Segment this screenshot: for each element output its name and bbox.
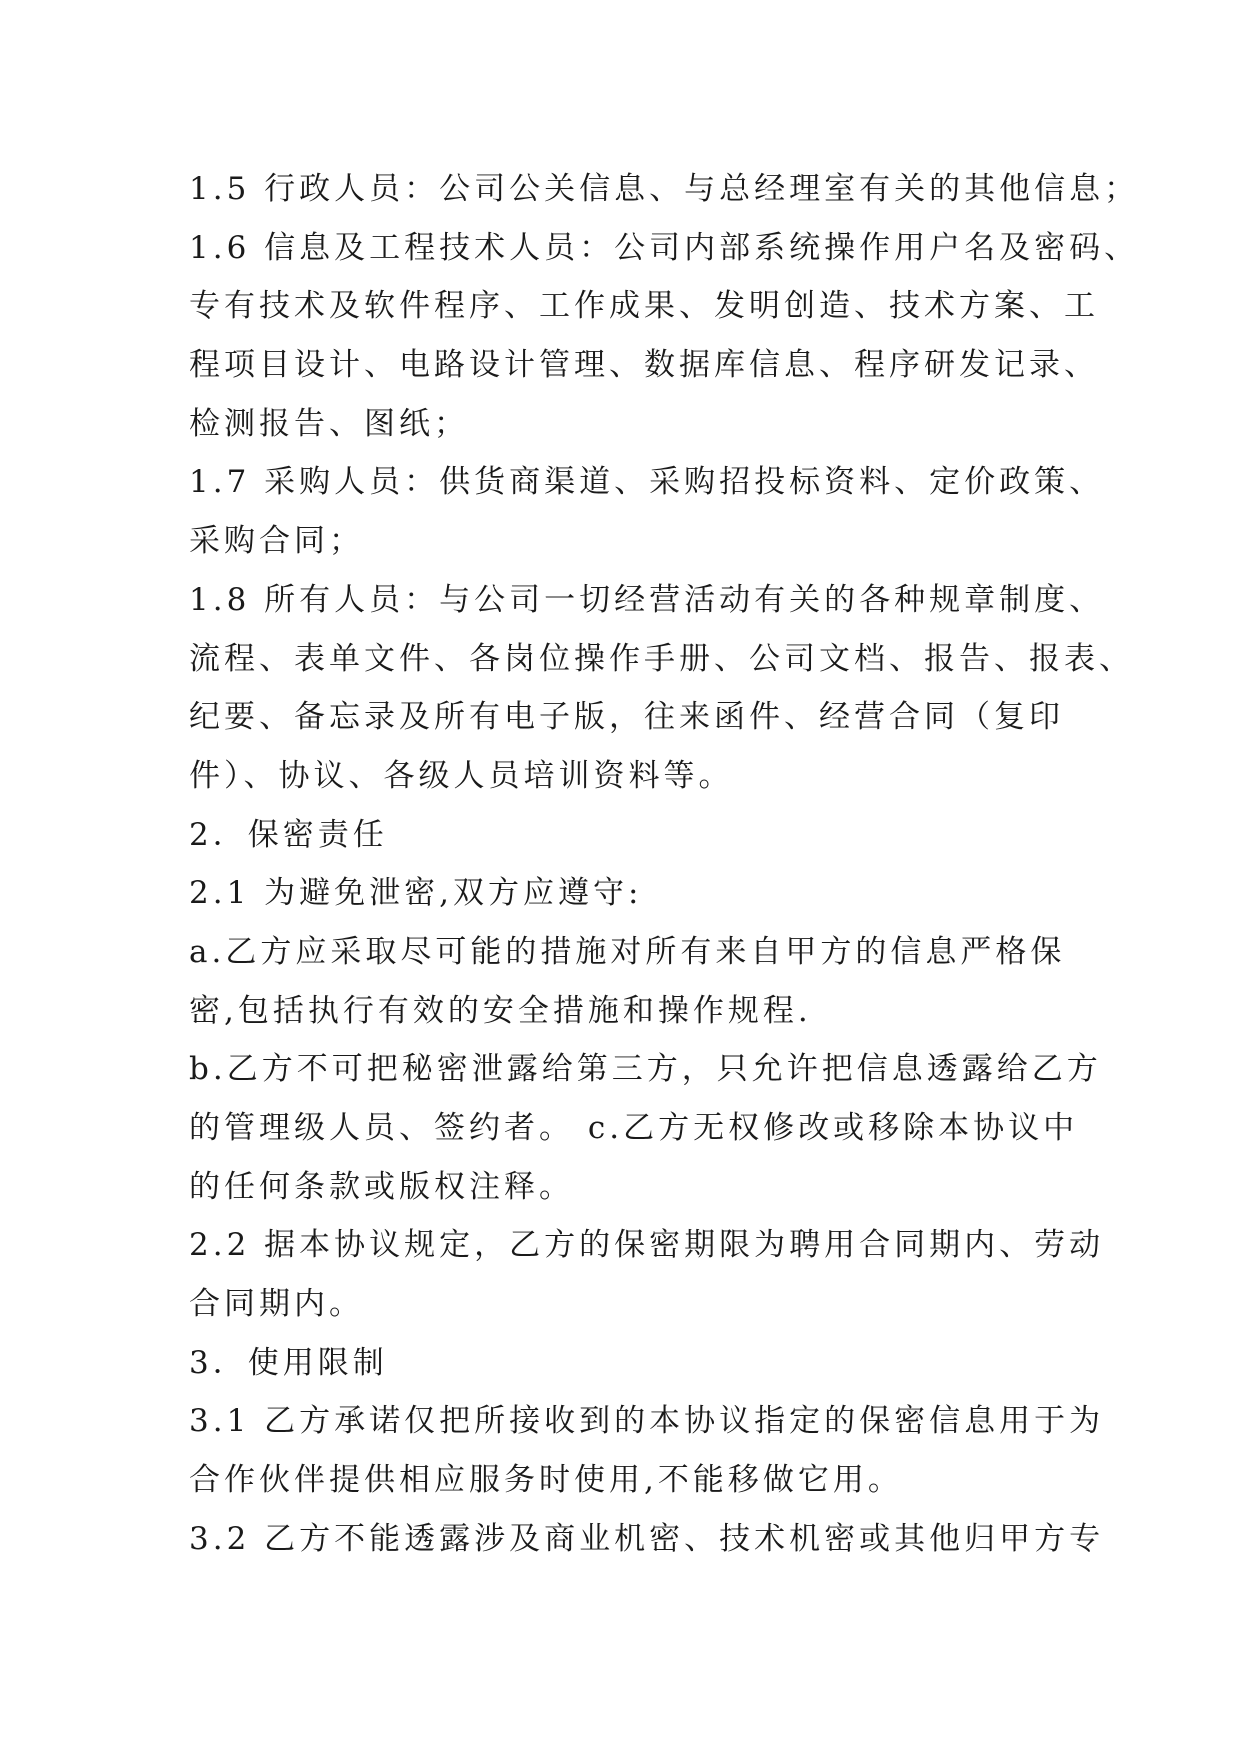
- text-line: 1.6 信息及工程技术人员：公司内部系统操作用户名及密码、: [189, 229, 1140, 266]
- text-line: 3.2 乙方不能透露涉及商业机密、技术机密或其他归甲方专: [189, 1520, 1105, 1557]
- text-line: 合同期内。: [189, 1286, 364, 1323]
- text-line: 采购合同；: [189, 523, 364, 560]
- text-line: 检测报告、图纸；: [189, 405, 469, 442]
- text-line: 合作伙伴提供相应服务时使用,不能移做它用。: [189, 1462, 903, 1499]
- section-heading: 3．使用限制: [189, 1344, 388, 1381]
- section-heading: 2．保密责任: [189, 816, 388, 853]
- text-line: 的任何条款或版权注释。: [189, 1168, 574, 1205]
- text-line: 3.1 乙方承诺仅把所接收到的本协议指定的保密信息用于为: [189, 1403, 1105, 1440]
- document-body: [189, 160, 1140, 1569]
- text-line: 纪要、备忘录及所有电子版，往来函件、经营合同（复印: [189, 699, 1064, 736]
- text-line: 的管理级人员、签约者。 c.乙方无权修改或移除本协议中: [189, 1110, 1079, 1146]
- text-line: a.乙方应采取尽可能的措施对所有来自甲方的信息严格保: [189, 933, 1066, 970]
- text-line: 件）、协议、各级人员培训资料等。: [189, 757, 734, 794]
- text-line: 密,包括执行有效的安全措施和操作规程.: [189, 992, 812, 1029]
- text-line: 1.5 行政人员：公司公关信息、与总经理室有关的其他信息；: [189, 171, 1140, 207]
- text-line: 流程、表单文件、各岗位操作手册、公司文档、报告、报表、: [189, 640, 1134, 677]
- text-line: 专有技术及软件程序、工作成果、发明创造、技术方案、工: [189, 288, 1099, 325]
- text-line: 1.7 采购人员：供货商渠道、采购招投标资料、定价政策、: [189, 464, 1105, 501]
- text-line: b.乙方不可把秘密泄露给第三方，只允许把信息透露给乙方: [189, 1051, 1102, 1088]
- text-line: 2.2 据本协议规定，乙方的保密期限为聘用合同期内、劳动: [189, 1227, 1105, 1264]
- text-line: 2.1 为避免泄密,双方应遵守:: [189, 875, 643, 912]
- text-line: 程项目设计、电路设计管理、数据库信息、程序研发记录、: [189, 347, 1099, 384]
- text-line: 1.8 所有人员：与公司一切经营活动有关的各种规章制度、: [189, 581, 1105, 618]
